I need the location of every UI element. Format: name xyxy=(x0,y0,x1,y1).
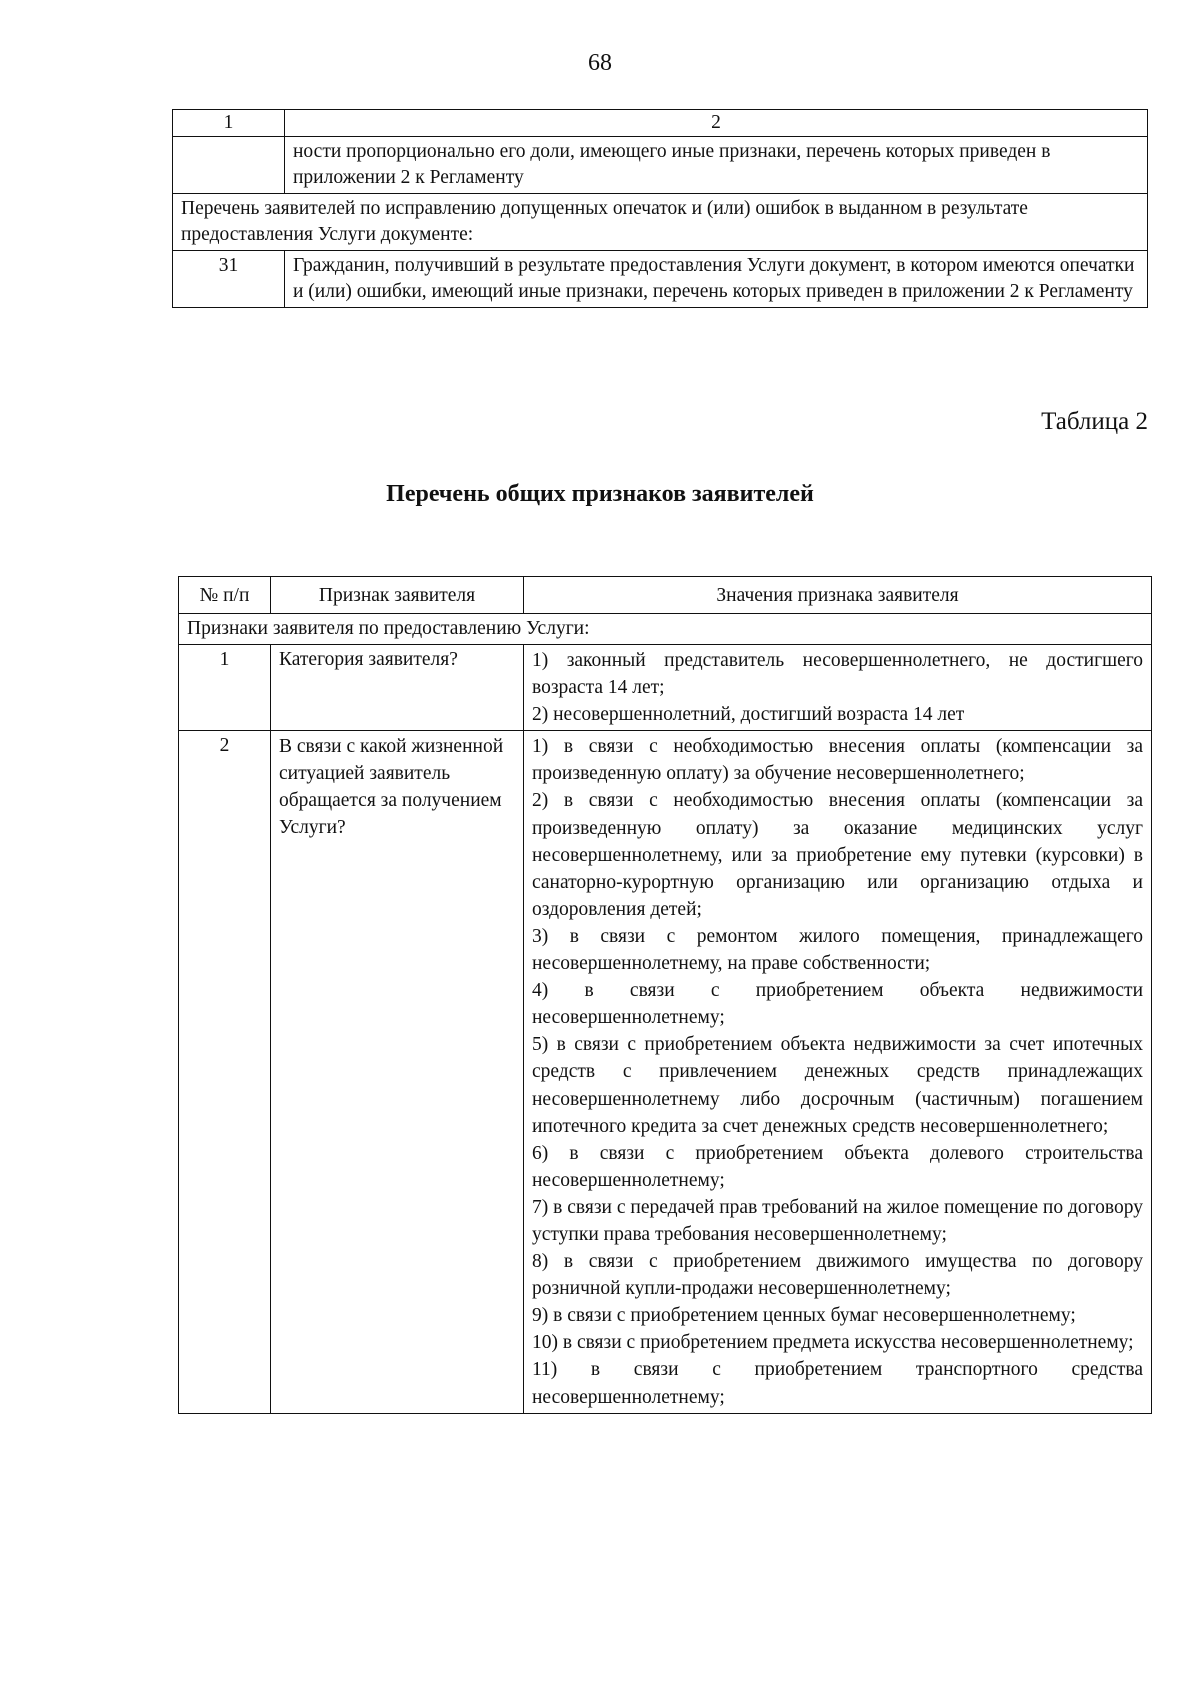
table-caption: Таблица 2 xyxy=(1041,408,1148,435)
row-number: 31 xyxy=(173,251,285,308)
values-cell xyxy=(524,731,1152,1413)
row-text: Гражданин, получивший в результате предоставления Услуги документ, в котором имеются опечатки и (или) ошибки, имеющий иные признаки, перечень которых приведен в приложении 2 к Регламенту xyxy=(285,251,1148,308)
table-row xyxy=(173,251,1148,308)
row-number: 2 xyxy=(179,731,271,1413)
section-heading: Перечень заявителей по исправлению допущенных опечаток и (или) ошибок в выданном в результате предоставления Услуги документе: xyxy=(173,194,1148,251)
applicant-attributes-table xyxy=(178,576,1152,1414)
table-row xyxy=(173,137,1148,194)
value-item: 6) в связи с приобретением объекта долевого строительства несовершеннолетнему; xyxy=(532,1142,1143,1191)
section-heading-row xyxy=(173,194,1148,251)
attribute-cell: В связи с какой жизненной ситуацией заявитель обращается за получением Услуги? xyxy=(271,731,524,1413)
value-item: 5) в связи с приобретением объекта недвижимости за счет ипотечных средств с привлечением денежных средств принадлежащих несовершеннолетнему либо досрочным (частичным) погашением ипотечного кредита за счет денежных средств несовершеннолетнего; xyxy=(532,1034,1143,1137)
header-attribute: Признак заявителя xyxy=(271,577,524,614)
table-header-row xyxy=(173,110,1148,137)
section-heading-row xyxy=(179,614,1152,645)
row-number: 1 xyxy=(179,645,271,731)
value-item: 9) в связи с приобретением ценных бумаг несовершеннолетнему; xyxy=(532,1305,1076,1327)
row-text: ности пропорционально его доли, имеющего иные признаки, перечень которых приведен в приложении 2 к Регламенту xyxy=(285,137,1148,194)
attribute-cell: Категория заявителя? xyxy=(271,645,524,731)
value-item: 1) законный представитель несовершеннолетнего, не достигшего возраста 14 лет; xyxy=(532,650,1143,699)
value-item: 2) несовершеннолетний, достигший возраста 14 лет xyxy=(532,704,965,726)
table-title: Перечень общих признаков заявителей xyxy=(386,481,814,507)
header-number: № п/п xyxy=(179,577,271,614)
values-cell xyxy=(524,645,1152,731)
table-header-row xyxy=(179,577,1152,614)
page-number: 68 xyxy=(588,50,612,76)
value-item: 10) в связи с приобретением предмета искусства несовершеннолетнему; xyxy=(532,1332,1134,1354)
row-number xyxy=(173,137,285,194)
column-number-2: 2 xyxy=(285,110,1148,137)
value-item: 7) в связи с передачей прав требований на жилое помещение по договору уступки права требования несовершеннолетнему; xyxy=(532,1196,1143,1245)
value-item: 11) в связи с приобретением транспортного средства несовершеннолетнему; xyxy=(532,1359,1143,1408)
table-row xyxy=(179,731,1152,1413)
value-item: 4) в связи с приобретением объекта недвижимости несовершеннолетнему; xyxy=(532,980,1143,1029)
column-number-1: 1 xyxy=(173,110,285,137)
value-item: 1) в связи с необходимостью внесения оплаты (компенсации за произведенную оплату) за обучение несовершеннолетнего; xyxy=(532,736,1143,785)
value-item: 8) в связи с приобретением движимого имущества по договору розничной купли-продажи несовершеннолетнему; xyxy=(532,1251,1143,1300)
value-item: 3) в связи с ремонтом жилого помещения, принадлежащего несовершеннолетнему, на праве собственности; xyxy=(532,925,1143,975)
value-item: 2) в связи с необходимостью внесения оплаты (компенсации за произведенную оплату) за оказание медицинских услуг несовершеннолетнему, или за приобретение ему путевки (курсовки) в санаторно-курортную организацию или организацию отдыха и оздоровления детей; xyxy=(532,790,1143,920)
table-row xyxy=(179,645,1152,731)
header-values: Значения признака заявителя xyxy=(524,577,1152,614)
section-heading: Признаки заявителя по предоставлению Услуги: xyxy=(179,614,1152,645)
applicants-continuation-table xyxy=(172,109,1148,308)
